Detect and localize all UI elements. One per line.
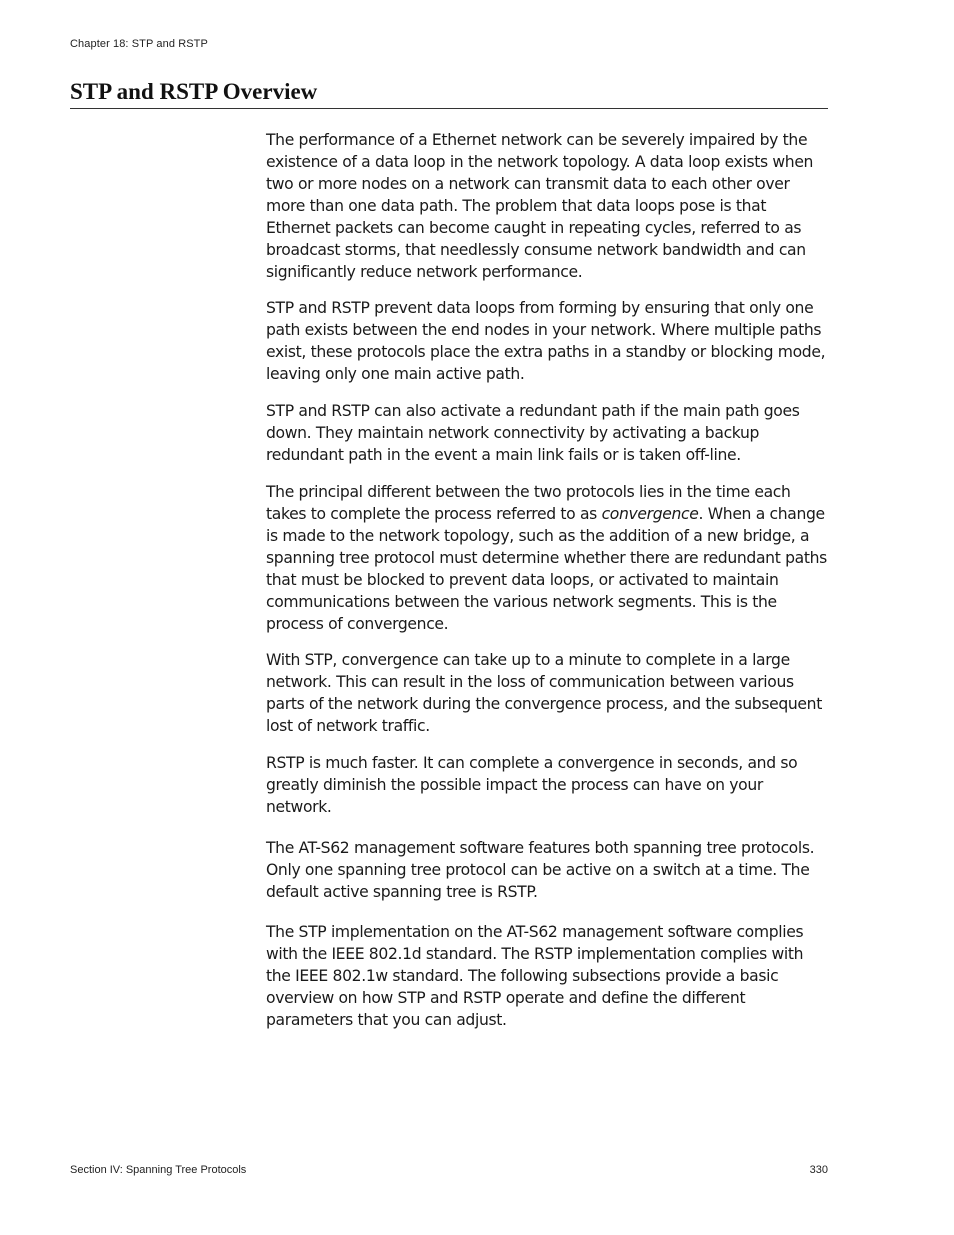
paragraph-convergence-intro: The principal different between the two protocols lies in the time each takes to complete the process referred to as (266, 483, 791, 523)
paragraph-redundant-path: STP and RSTP can also activate a redundant path if the main path goes down. They maintain network connectivity by activating a backup redundant path in the event a main link fails or is taken off-line. (266, 402, 800, 464)
paragraph-rstp-faster: RSTP is much faster. It can complete a convergence in seconds, and so greatly diminish the possible impact the process can have on your network. (266, 754, 798, 816)
section-title: STP and RSTP Overview (70, 76, 828, 109)
page-number: 330 (809, 1164, 828, 1176)
paragraph-data-loops: The performance of a Ethernet network can be severely impaired by the existence of a data loop in the network topology. A data loop exists when two or more nodes on a network can transmit data to each other over more than one data path. The problem that data loops pose is that Ethernet packets can become caught in repeating cycles, referred to as broadcast storms, that needlessly consume network bandwidth and can significantly reduce network performance. (266, 131, 814, 281)
paragraph-standards: The STP implementation on the AT-S62 management software complies with the IEEE 802.1d standard. The RSTP implementation complies with the IEEE 802.1w standard. The following subsections provide a basic overview on how STP and RSTP operate and define the different parameters that you can adjust. (266, 923, 804, 1029)
paragraph-convergence-rest: . When a change is made to the network topology, such as the addition of a new bridge, a spanning tree protocol must determine whether there are redundant paths that must be blocked to prevent data loops, or activated to maintain communications between the various network segments. This is the process of convergence. (266, 505, 827, 633)
paragraph-at-s62-features: The AT-S62 management software features both spanning tree protocols. Only one spanning tree protocol can be active on a switch at a time. The default active spanning tree is RSTP. (266, 839, 815, 901)
footer-section: Section IV: Spanning Tree Protocols (70, 1164, 247, 1176)
paragraph-stp-convergence: With STP, convergence can take up to a minute to complete in a large network. This can result in the loss of communication between various parts of the network during the convergence process, and the subsequent lost of network traffic. (266, 651, 822, 735)
running-header: Chapter 18: STP and RSTP (70, 38, 208, 50)
convergence-term: convergence (601, 505, 699, 523)
paragraph-prevent-loops: STP and RSTP prevent data loops from forming by ensuring that only one path exists between the end nodes in your network. Where multiple paths exist, these protocols place the extra paths in a standby or blocking mode, leaving only one main active path. (266, 299, 826, 383)
paragraph-convergence (266, 481, 832, 635)
